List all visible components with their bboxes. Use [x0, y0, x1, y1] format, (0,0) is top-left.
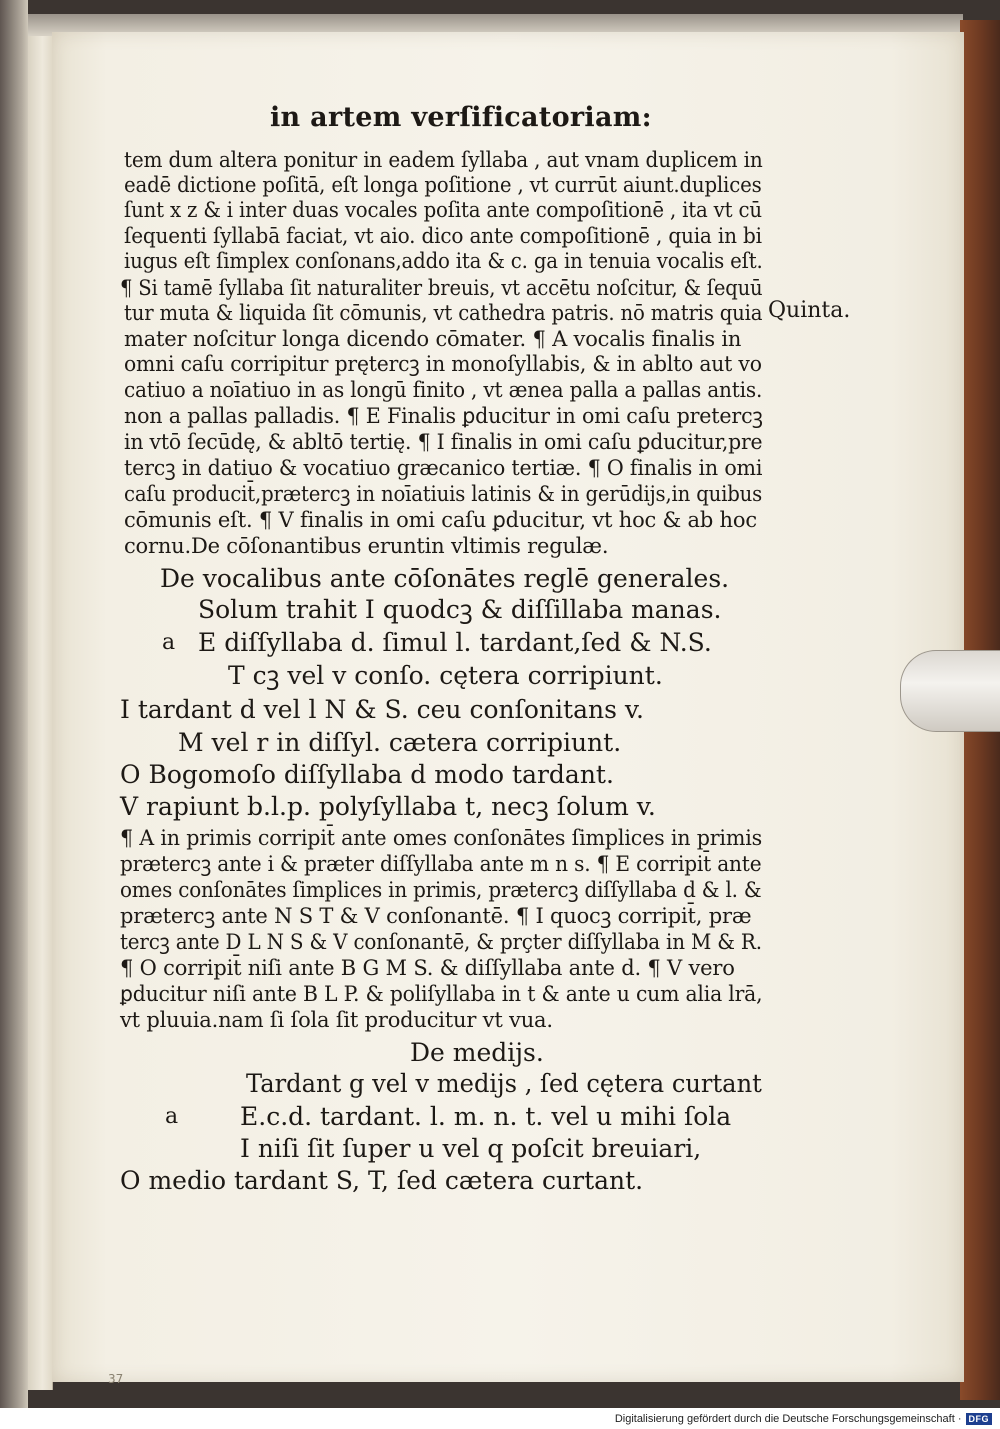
verse-line: E.c.d. tardant. l. m. n. t. vel u mihi ſola: [240, 1102, 732, 1131]
text-line: cōmunis eſt. ¶ V finalis in omi caſu ꝑducitur, vt hoc & ab hoc: [124, 508, 757, 532]
text-line: ſunt x z & i inter duas vocales poſita ante compoſitionē , ita vt cū: [124, 198, 762, 222]
verse-line: Tardant g vel v medijs , ſed cętera curtant: [246, 1069, 762, 1098]
text-line: ¶ A in primis corripit̄ ante omes conſonātes ſimplices in primis: [120, 826, 763, 850]
verse-line: T cꝫ vel v conſo. cętera corripiunt.: [228, 661, 663, 690]
text-line: omni caſu corripitur prętercꝫ in monoſyllabis, & in ablto aut vo: [124, 352, 762, 376]
text-line: tem dum altera ponitur in eadem ſyllaba , aut vnam duplicem in: [124, 148, 763, 172]
text-line: ¶ O corripit̄ niſi ante B G M S. & diſſyllaba ante d. ¶ V vero: [120, 956, 735, 980]
verse-line: V rapiunt b.l.p. polyſyllaba t, necꝫ ſolum v.: [120, 792, 656, 821]
marginal-letter: a: [162, 630, 176, 655]
text-line: ſequenti ſyllabā faciat, vt aio. dico ante compoſitionē , quia in bi: [124, 224, 762, 248]
text-line: catiuo a noīatiuo in as longū finito , vt ænea palla a pallas antis.: [124, 378, 763, 402]
verse-line: I niſi ſit ſuper u vel q poſcit breuiari,: [240, 1134, 702, 1163]
text-line: tercꝫ in datiuo & vocatiuo græcanico tertiæ. ¶ O finalis in omi: [124, 456, 763, 480]
marginal-note: Quinta.: [768, 298, 851, 323]
verse-line: I tardant d vel l N & S. ceu conſonitans v.: [120, 695, 644, 724]
text-line: in vtō ſecūdę, & abltō tertię. ¶ I finalis in omi caſu ꝑducitur,pre: [124, 430, 763, 454]
text-line: iugus eſt ſimplex conſonans,addo ita & c. ga in tenuia vocalis eſt.: [124, 249, 763, 273]
section-heading: De medijs.: [410, 1038, 544, 1067]
text-line: caſu producit̄,prætercꝫ in noīatiuis latinis & in gerūdijs,in quibus: [124, 482, 763, 506]
text-line: prætercꝫ ante i & præter diſſyllaba ante m n s. ¶ E corripit̄ ante: [120, 852, 762, 876]
verse-line: M vel r in diſſyl. cætera corripiunt.: [178, 728, 622, 757]
text-line: tur muta & liquida ſit cōmunis, vt cathedra patris. nō matris quia: [124, 301, 763, 325]
verse-line: E diſſyllaba d. ſimul l. tardant,ſed & N.S.: [198, 628, 712, 657]
text-line: ꝑducitur niſi ante B L P. & poliſyllaba in t & ante u cum alia lrā,: [120, 982, 763, 1006]
running-head: in artem verſificatoriam:: [270, 102, 652, 133]
footer: [615, 1411, 992, 1427]
text-line: cornu.De cōſonantibus eruntin vltimis regulæ.: [124, 534, 609, 558]
text-line: vt pluuia.nam ſi ſola ſit producitur vt vua.: [120, 1008, 553, 1032]
footer-text: Digitalisierung gefördert durch die Deutsche Forschungsgemeinschaft ·: [614, 1413, 962, 1425]
text-line: ¶ Si tamē ſyllaba ſit naturaliter breuis, vt accētu noſcitur, & ſequū: [120, 276, 763, 300]
page-number: 37: [108, 1372, 124, 1386]
text-line: non a pallas palladis. ¶ E Finalis ꝑducitur in omi caſu pretercꝫ: [124, 404, 763, 428]
verse-line: Solum trahit I quodcꝫ & diſſillaba manas.: [198, 595, 722, 624]
text-line: prætercꝫ ante N S T & V conſonantē. ¶ I quocꝫ corripit̄, præ: [120, 904, 752, 928]
marginal-letter: a: [165, 1104, 179, 1129]
verse-line: O medio tardant S, T, ſed cætera curtant.: [120, 1166, 644, 1195]
book-binding: [0, 0, 28, 1408]
dfg-logo: DFG: [966, 1413, 993, 1425]
text-line: eadē dictione poſitā, eſt longa poſitione , vt currūt aiunt.duplices: [124, 173, 762, 197]
text-line: mater noſcitur longa dicendo cōmater. ¶ A vocalis finalis in: [124, 327, 742, 351]
verse-heading: De vocalibus ante cōſonātes reglē generales.: [160, 564, 730, 593]
left-page-edge: [28, 30, 53, 1390]
text-line: tercꝫ ante D L N S & V conſonantē, & prçter diſſyllaba in M & R.: [120, 930, 762, 954]
text-line: omes conſonātes ſimplices in primis, prætercꝫ diſſyllaba d & l. &: [120, 878, 762, 902]
page-clip: [900, 650, 1000, 732]
verse-line: O Bogomoſo diſſyllaba d modo tardant.: [120, 760, 614, 789]
